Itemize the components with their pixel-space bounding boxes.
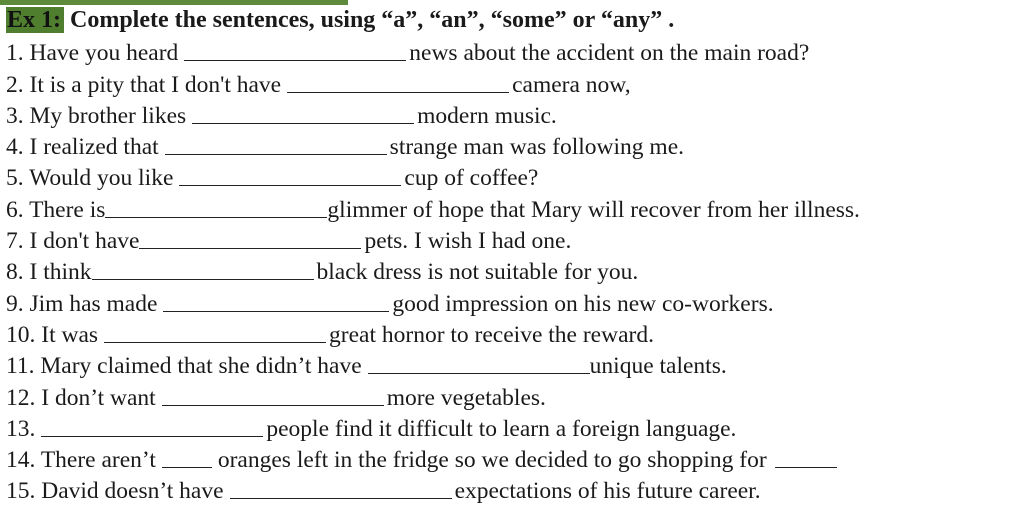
sentence-7 — [6, 224, 860, 255]
answer-blank[interactable] — [162, 385, 384, 406]
sentence-1 — [6, 36, 860, 67]
answer-blank[interactable] — [368, 353, 590, 374]
sentence-text-after: oranges left in the fridge so we decided to go shopping for — [217, 447, 767, 474]
answer-blank[interactable] — [230, 478, 452, 499]
sentence-3 — [6, 99, 860, 130]
sentence-text-before: 9. Jim has made — [6, 290, 158, 317]
sentence-text-before: 15. David doesn’t have — [6, 478, 224, 505]
answer-blank[interactable] — [184, 40, 406, 61]
sentence-text-after: pets. I wish I had one. — [364, 228, 572, 255]
sentence-text-before: 8. I think — [6, 259, 92, 286]
sentence-8 — [6, 255, 860, 286]
answer-blank-end[interactable] — [775, 447, 837, 468]
sentence-text-before: 5. Would you like — [6, 165, 174, 192]
answer-blank[interactable] — [163, 291, 389, 312]
answer-blank[interactable] — [105, 197, 327, 218]
answer-blank[interactable] — [92, 259, 314, 280]
sentence-text-before: 13. — [6, 415, 36, 442]
exercise-title — [6, 6, 674, 34]
sentence-12 — [6, 380, 860, 411]
answer-blank[interactable] — [104, 322, 326, 343]
sentence-text-before: 11. Mary claimed that she didn’t have — [6, 353, 362, 380]
sentence-text-after: black dress is not suitable for you. — [316, 259, 639, 286]
sentence-text-before: 6. There is — [6, 196, 106, 223]
exercise-instruction: Complete the sentences, using “a”, “an”, “some” or “any” . — [64, 7, 675, 33]
sentence-text-after: unique talents. — [589, 353, 727, 380]
sentence-2 — [6, 67, 860, 98]
sentence-text-before: 2. It is a pity that I don't have — [6, 71, 282, 98]
sentence-text-before: 3. My brother likes — [6, 102, 187, 129]
sentence-15 — [6, 474, 860, 505]
answer-blank[interactable] — [179, 165, 401, 186]
sentence-text-after: modern music. — [417, 102, 557, 129]
sentence-text-before: 10. It was — [6, 321, 99, 348]
sentence-list — [6, 36, 860, 505]
sentence-text-after: cup of coffee? — [404, 165, 539, 192]
sentence-9 — [6, 286, 860, 317]
exercise-label: Ex 1: — [6, 7, 64, 33]
sentence-4 — [6, 130, 860, 161]
sentence-text-after: more vegetables. — [386, 384, 546, 411]
answer-blank[interactable] — [192, 103, 414, 124]
answer-blank[interactable] — [287, 72, 509, 93]
answer-blank[interactable] — [162, 447, 212, 468]
sentence-6 — [6, 192, 860, 223]
header-accent-bar — [0, 0, 348, 5]
sentence-text-after: camera now, — [512, 71, 631, 98]
sentence-10 — [6, 318, 860, 349]
sentence-text-after: good impression on his new co-workers. — [392, 290, 774, 317]
sentence-text-after: expectations of his future career. — [454, 478, 761, 505]
answer-blank[interactable] — [165, 134, 387, 155]
sentence-text-before: 4. I realized that — [6, 134, 159, 161]
sentence-text-before: 14. There aren’t — [6, 447, 156, 474]
sentence-text-after: glimmer of hope that Mary will recover from her illness. — [327, 196, 860, 223]
sentence-text-before: 12. I don’t want — [6, 384, 156, 411]
sentence-13 — [6, 412, 860, 443]
sentence-text-after: people find it difficult to learn a foreign language. — [266, 415, 737, 442]
sentence-text-after: great hornor to receive the reward. — [329, 321, 654, 348]
sentence-text-after: strange man was following me. — [389, 134, 685, 161]
sentence-text-after: news about the accident on the main road? — [409, 40, 810, 67]
sentence-text-before: 7. I don't have — [6, 228, 140, 255]
sentence-text-before: 1. Have you heard — [6, 40, 179, 67]
answer-blank[interactable] — [139, 228, 361, 249]
sentence-11 — [6, 349, 860, 380]
sentence-14 — [6, 443, 860, 474]
answer-blank[interactable] — [41, 416, 263, 437]
sentence-5 — [6, 161, 860, 192]
